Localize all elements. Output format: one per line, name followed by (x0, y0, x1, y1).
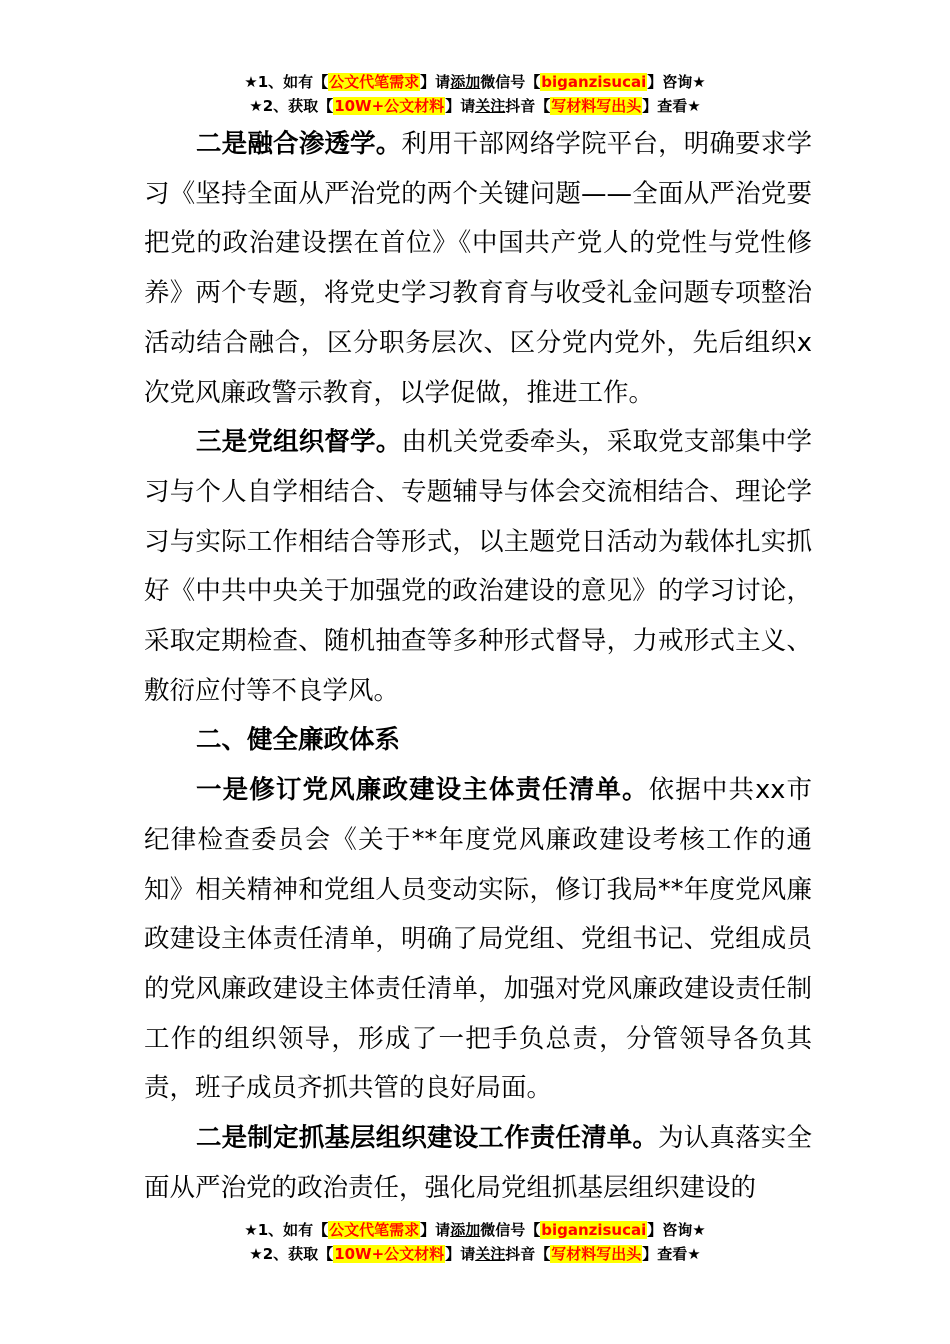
paragraph-text: 利用干部网络学院平台，明确要求学习《坚持全面从严治党的两个关键问题——全面从严治党要把党的政治建设摆在首位》《中国共产党人的党性与党性修养》两个专题，将党史学习教育育与收受礼金问题专项整治活动结合融合，区分职务层次、区分党内党外，先后组织x次党风廉政警示教育，以学促做，推进工作。 (144, 129, 812, 408)
highlight-douyin-id: 写材料写出头 (551, 97, 642, 115)
banner-text: 抖音【 (505, 1245, 551, 1263)
section-heading (144, 716, 812, 766)
highlight-wechat-id: biganzisucai (541, 73, 647, 91)
underlined-text: 添加 (450, 1221, 481, 1239)
paragraph (144, 418, 812, 716)
highlight-service: 公文代笔需求 (329, 1221, 420, 1239)
footer-banner (0, 1218, 950, 1266)
underlined-text: 添加 (450, 73, 481, 91)
banner-text: ★1、如有【 (244, 1221, 329, 1239)
banner-text: 抖音【 (505, 97, 551, 115)
paragraph (144, 1114, 812, 1213)
header-banner-line-2 (0, 94, 950, 118)
document-body (144, 120, 812, 1213)
paragraph-lead: 三是党组织督学。 (196, 427, 402, 458)
banner-text: 】咨询★ (647, 73, 706, 91)
section-heading-text: 二、健全廉政体系 (196, 725, 401, 756)
paragraph-lead: 二是融合渗透学。 (196, 129, 402, 159)
header-banner-line-1 (0, 70, 950, 94)
paragraph-text: 依据中共xx市纪律检查委员会《关于**年度党风廉政建设考核工作的通知》相关精神和党组人员变动实际，修订我局**年度党风廉政建设主体责任清单，明确了局党组、党组书记、党组成员的党风廉政建设主体责任清单，加强对党风廉政建设责任制工作的组织领导，形成了一把手负总责，分管领导各负其责，班子成员齐抓共管的良好局面。 (144, 775, 812, 1104)
banner-text: 微信号【 (480, 73, 541, 91)
paragraph (144, 766, 812, 1114)
highlight-wechat-id: biganzisucai (541, 1221, 647, 1239)
footer-banner-line-2 (0, 1242, 950, 1266)
footer-banner-line-1 (0, 1218, 950, 1242)
underlined-text: 关注 (475, 1245, 506, 1263)
banner-text: 】请 (445, 1245, 476, 1263)
highlight-materials: 10W+公文材料 (334, 1245, 445, 1263)
paragraph (144, 120, 812, 418)
paragraph-lead: 一是修订党风廉政建设主体责任清单。 (196, 775, 649, 806)
underlined-text: 关注 (475, 97, 506, 115)
paragraph-text: 由机关党委牵头，采取党支部集中学习与个人自学相结合、专题辅导与体会交流相结合、理论学习与实际工作相结合等形式，以主题党日活动为载体扎实抓好《中共中央关于加强党的政治建设的意见》的学习讨论，采取定期检查、随机抽查等多种形式督导，力戒形式主义、敷衍应付等不良学风。 (144, 427, 812, 706)
highlight-douyin-id: 写材料写出头 (551, 1245, 642, 1263)
banner-text: ★1、如有【 (244, 73, 329, 91)
paragraph-lead: 二是制定抓基层组织建设工作责任清单。 (196, 1123, 659, 1154)
banner-text: ★2、获取【 (249, 97, 334, 115)
banner-text: 】查看★ (642, 97, 701, 115)
banner-text: 】请 (420, 73, 451, 91)
banner-text: 】查看★ (642, 1245, 701, 1263)
paragraph-text: 为认真落实全面从严治党的政治责任，强化局党组抓基层组织建设的 (144, 1123, 812, 1203)
banner-text: 】咨询★ (647, 1221, 706, 1239)
highlight-service: 公文代笔需求 (329, 73, 420, 91)
highlight-materials: 10W+公文材料 (334, 97, 445, 115)
banner-text: 】请 (445, 97, 476, 115)
banner-text: 】请 (420, 1221, 451, 1239)
banner-text: ★2、获取【 (249, 1245, 334, 1263)
header-banner (0, 70, 950, 118)
banner-text: 微信号【 (480, 1221, 541, 1239)
